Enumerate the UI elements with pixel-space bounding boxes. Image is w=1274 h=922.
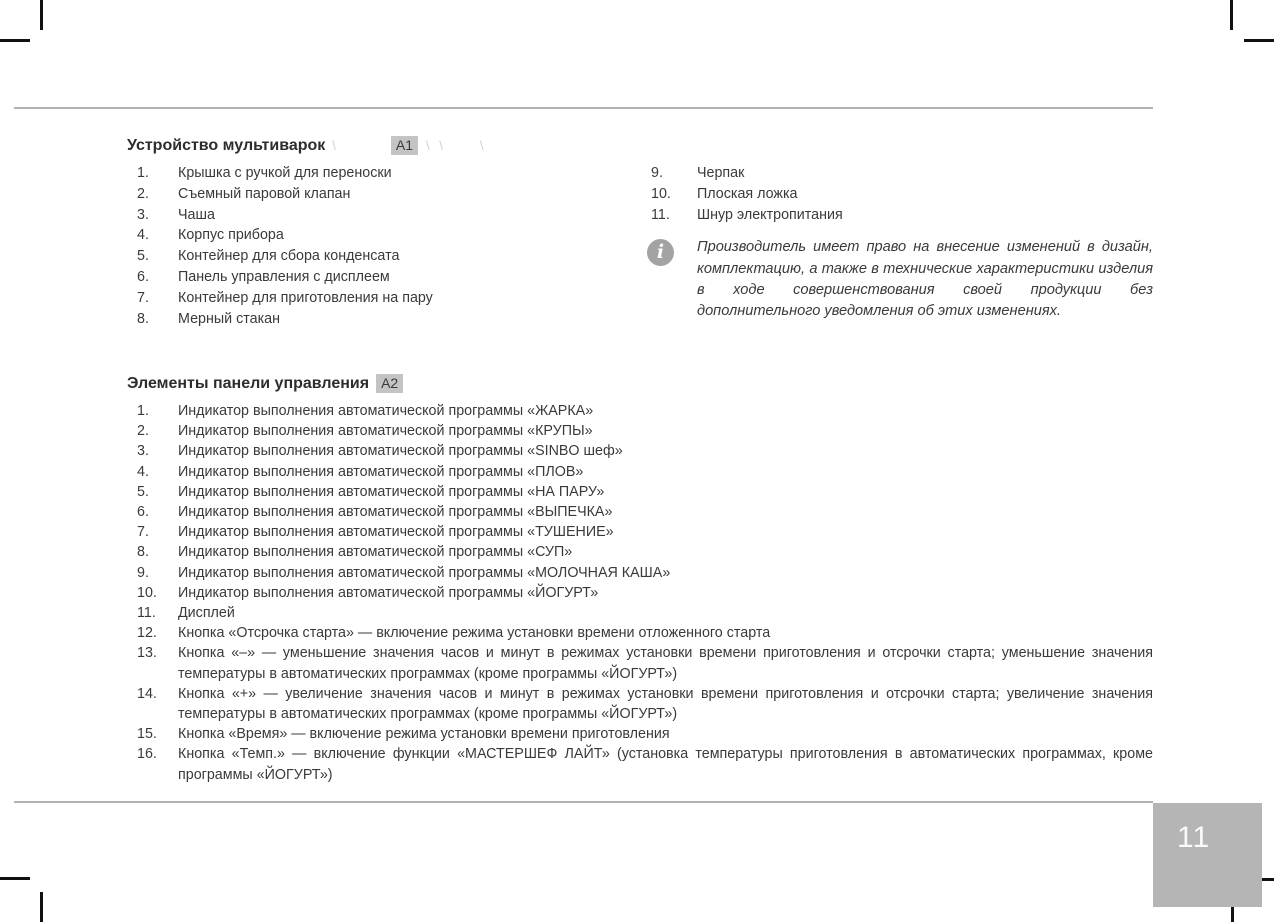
list-item — [127, 643, 1153, 683]
item-number: 16. — [137, 746, 157, 763]
stray-mark: \ — [479, 138, 484, 153]
section2-heading-row — [127, 374, 403, 393]
item-text: Дисплей — [178, 605, 235, 622]
item-number: 15. — [137, 726, 157, 743]
bottom-rule — [14, 801, 1153, 803]
item-text: Кнопка «Время» — включение режима установки времени приготовления — [178, 726, 670, 743]
item-number: 13. — [137, 645, 157, 662]
item-number: 2. — [137, 423, 149, 440]
top-rule — [14, 107, 1153, 109]
item-text: Индикатор выполнения автоматической программы «МОЛОЧНАЯ КАША» — [178, 564, 671, 581]
crop-mark-bottom-left-horizontal — [0, 877, 30, 880]
list-item — [127, 522, 1153, 542]
list-item — [127, 542, 1153, 562]
item-number: 10. — [137, 584, 157, 601]
list-item — [127, 163, 647, 184]
item-number: 7. — [137, 524, 149, 541]
list-item — [127, 502, 1153, 522]
item-number: 4. — [137, 227, 149, 244]
list-item — [127, 623, 1153, 643]
list-item — [127, 603, 1153, 623]
list-item — [127, 563, 1153, 583]
item-number: 11. — [137, 605, 156, 622]
list-item — [127, 583, 1153, 603]
item-number: 14. — [137, 685, 157, 702]
stray-mark: \ \ — [426, 138, 446, 153]
item-text: Крышка с ручкой для переноски — [178, 165, 392, 181]
item-number: 4. — [137, 463, 149, 480]
item-number: 3. — [137, 206, 149, 223]
item-number: 11. — [651, 206, 670, 223]
list-item — [127, 309, 647, 330]
item-number: 6. — [137, 268, 149, 285]
page-number: 11 — [1177, 821, 1211, 854]
list-item — [127, 482, 1153, 502]
item-number: 10. — [651, 185, 671, 202]
item-text: Панель управления с дисплеем — [178, 268, 390, 285]
item-text: Съемный паровой клапан — [178, 185, 351, 202]
item-number: 5. — [137, 248, 149, 265]
section2-list — [127, 401, 1153, 785]
list-item — [127, 724, 1153, 744]
section1-title: Устройство мультиварок — [127, 137, 326, 154]
list-item — [127, 684, 1153, 724]
item-text: Индикатор выполнения автоматической программы «НА ПАРУ» — [178, 483, 605, 500]
page-number-box — [1153, 803, 1262, 907]
item-number: 9. — [651, 165, 663, 181]
item-text: Индикатор выполнения автоматической программы «КРУПЫ» — [178, 423, 593, 440]
item-text: Контейнер для приготовления на пару — [178, 289, 433, 306]
list-item — [127, 246, 647, 267]
item-number: 12. — [137, 625, 157, 642]
list-item — [647, 205, 1153, 226]
crop-mark-top-right-vertical — [1230, 0, 1233, 30]
item-text: Кнопка «Темп.» — включение функции «МАСТЕРШЕФ ЛАЙТ» (установка температуры приготовления в автоматических программах, кроме программы «ЙОГУРТ») — [178, 746, 1153, 783]
list-item — [127, 205, 647, 226]
section2-title: Элементы панели управления — [127, 375, 370, 392]
item-number: 5. — [137, 483, 149, 500]
section1-list-right — [647, 163, 1153, 323]
item-text: Индикатор выполнения автоматической программы «ТУШЕНИЕ» — [178, 524, 614, 541]
item-text: Шнур электропитания — [697, 206, 843, 223]
figure-ref-a1-badge: A1 — [391, 136, 418, 155]
item-text: Контейнер для сбора конденсата — [178, 248, 400, 265]
list-item — [127, 225, 647, 246]
item-number: 3. — [137, 443, 149, 460]
manufacturer-note-text: Производитель имеет право на внесение изменений в дизайн, комплектацию, а также в технические характеристики изделия в ходе совершенствования своей продукции без дополнительного уведомления об этих изменениях. — [697, 239, 1153, 320]
item-text: Индикатор выполнения автоматической программы «ПЛОВ» — [178, 463, 584, 480]
item-text: Кнопка «Отсрочка старта» — включение режима установки времени отложенного старта — [178, 625, 771, 642]
item-text: Чаша — [178, 206, 215, 223]
item-number: 6. — [137, 504, 149, 521]
list-item — [647, 184, 1153, 205]
item-number: 2. — [137, 185, 149, 202]
crop-mark-bottom-left-vertical — [40, 892, 43, 922]
item-number: 8. — [137, 544, 149, 561]
stray-mark: \ — [332, 138, 336, 153]
crop-mark-top-right-horizontal — [1244, 39, 1274, 42]
item-text: Индикатор выполнения автоматической программы «ВЫПЕЧКА» — [178, 504, 613, 521]
manufacturer-note — [647, 237, 1153, 322]
item-text: Индикатор выполнения автоматической программы «СУП» — [178, 544, 573, 561]
item-number: 1. — [137, 403, 149, 419]
list-item — [127, 401, 1153, 421]
item-text: Кнопка «–» — уменьшение значения часов и минут в режимах установки времени приготовления и отсрочки старта; уменьшение значения температуры в автоматических программах (кроме программы «ЙОГУРТ») — [178, 645, 1153, 682]
item-text: Мерный стакан — [178, 310, 281, 327]
list-item — [127, 184, 647, 205]
list-item — [127, 421, 1153, 441]
section1-list-left — [127, 163, 647, 329]
item-text: Черпак — [697, 165, 745, 181]
list-item — [127, 462, 1153, 482]
list-item — [647, 163, 1153, 184]
item-text: Корпус прибора — [178, 227, 284, 244]
item-text: Индикатор выполнения автоматической программы «SINBO шеф» — [178, 443, 623, 460]
section1-columns — [127, 163, 1153, 329]
crop-mark-top-left-horizontal — [0, 39, 30, 42]
crop-mark-top-left-vertical — [40, 0, 43, 30]
item-number: 9. — [137, 564, 149, 581]
list-item — [127, 441, 1153, 461]
list-item — [127, 288, 647, 309]
list-item — [127, 267, 647, 288]
section1-heading-row — [127, 136, 484, 155]
figure-ref-a2-badge: A2 — [376, 374, 403, 393]
item-text: Кнопка «+» — увеличение значения часов и минут в режимах установки времени приготовления и отсрочки старта; увеличение значения температуры в автоматических программах (кроме программы «ЙОГУРТ») — [178, 685, 1153, 723]
item-number: 1. — [137, 165, 149, 181]
info-icon: i — [647, 239, 674, 266]
item-text: Индикатор выполнения автоматической программы «ЙОГУРТ» — [178, 584, 599, 601]
item-text: Индикатор выполнения автоматической программы «ЖАРКА» — [178, 403, 594, 419]
item-number: 7. — [137, 289, 149, 306]
item-text: Плоская ложка — [697, 185, 798, 202]
list-item — [127, 744, 1153, 784]
item-number: 8. — [137, 310, 149, 327]
